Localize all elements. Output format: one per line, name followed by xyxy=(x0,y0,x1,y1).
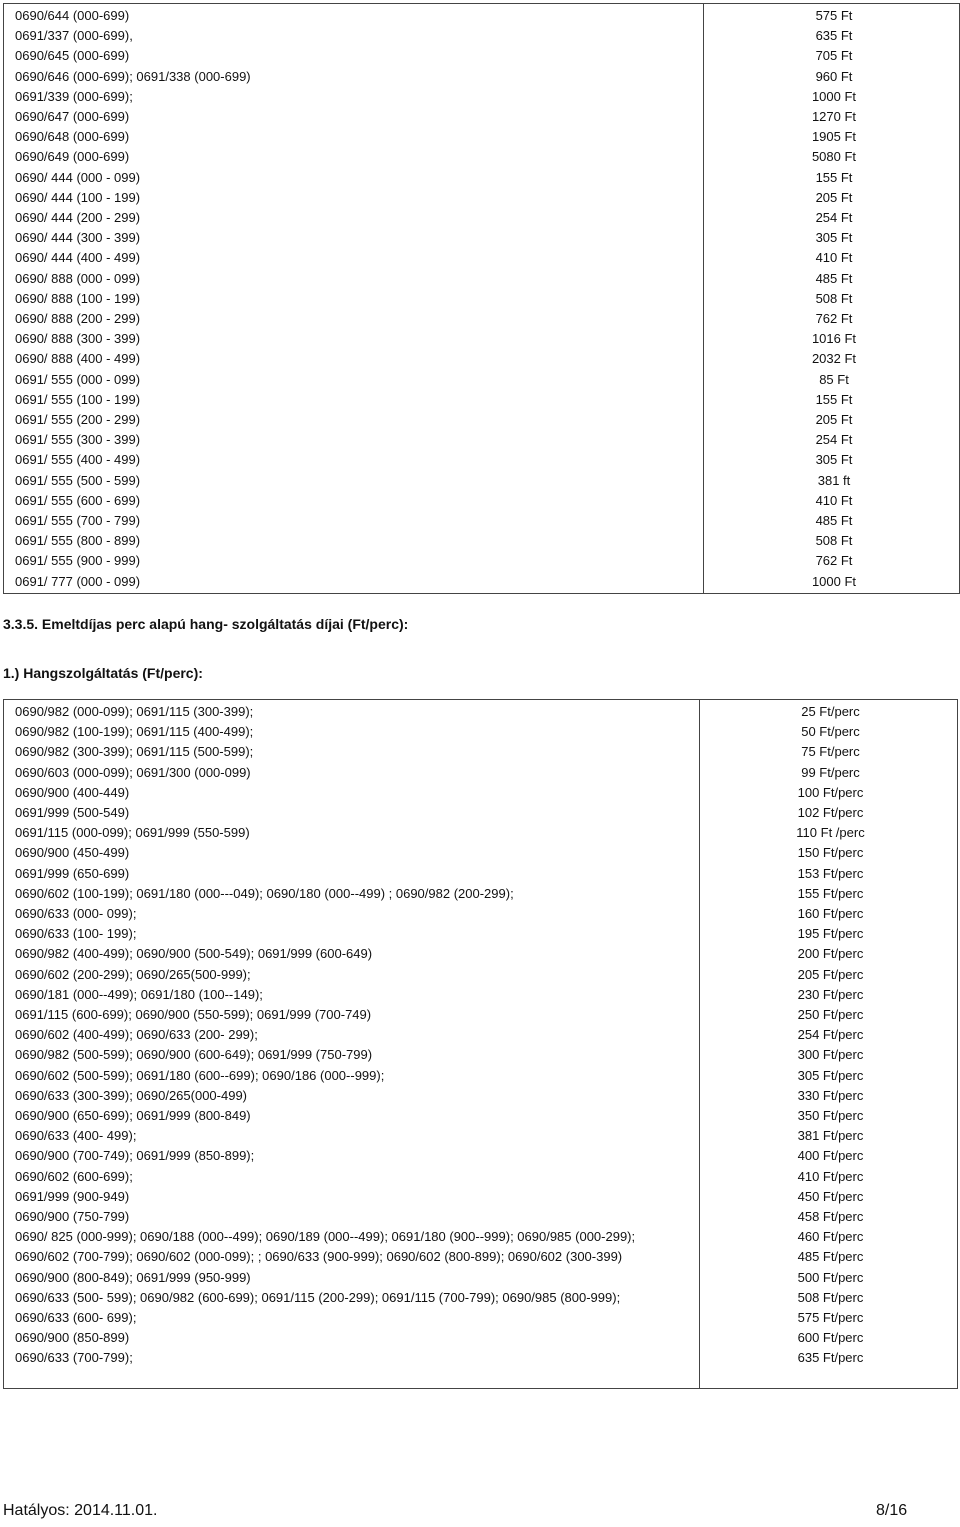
table-row xyxy=(4,67,959,87)
number-range: 0691/ 555 (200 - 299) xyxy=(15,412,141,427)
table-row xyxy=(4,390,959,410)
number-range: 0691/ 555 (300 - 399) xyxy=(15,432,141,448)
table-row xyxy=(4,803,957,823)
number-range: 0690/982 (500-599); 0690/900 (600-649); 0691/999 (750-799) xyxy=(15,1047,373,1063)
number-range: 0690/602 (600-699); xyxy=(15,1168,133,1184)
number-range: 0690/633 (600- 699); xyxy=(15,1310,137,1325)
table-row xyxy=(4,269,959,289)
price: 508 Ft/perc xyxy=(797,1289,864,1305)
page-number: 8/16 xyxy=(876,1502,908,1519)
table-row xyxy=(4,87,959,107)
number-range: 0690/ 444 (200 - 299) xyxy=(15,210,141,225)
number-range: 0691/ 555 (100 - 199) xyxy=(15,391,141,407)
table-row xyxy=(4,370,959,390)
number-range: 0691/999 (500-549) xyxy=(15,805,130,820)
table-row xyxy=(4,1247,957,1267)
price: 100 Ft/perc xyxy=(797,784,864,800)
table-row xyxy=(4,188,959,208)
table-row xyxy=(4,168,959,188)
table-row xyxy=(4,1126,957,1146)
number-range: 0691/ 555 (600 - 699) xyxy=(15,492,141,508)
effective-date: Hatályos: 2014.11.01. xyxy=(3,1502,158,1519)
table-row xyxy=(4,884,957,904)
table-row xyxy=(4,491,959,511)
table-row xyxy=(4,965,957,985)
price: 150 Ft/perc xyxy=(797,845,864,861)
table-row xyxy=(4,843,957,863)
number-range: 0690/645 (000-699) xyxy=(15,48,130,64)
price: 485 Ft/perc xyxy=(797,1249,864,1265)
number-range: 0690/602 (200-299); 0690/265(500-999); xyxy=(15,966,251,982)
price: 75 Ft/perc xyxy=(801,744,860,760)
price: 575 Ft xyxy=(815,8,853,23)
number-range: 0690/ 888 (000 - 099) xyxy=(15,270,141,286)
number-range: 0691/ 555 (000 - 099) xyxy=(15,371,141,387)
table-row xyxy=(4,551,959,571)
table-row xyxy=(4,309,959,329)
table-row xyxy=(4,944,957,964)
table-row xyxy=(4,1328,957,1348)
price: 410 Ft xyxy=(815,250,853,266)
price: 305 Ft/perc xyxy=(797,1067,864,1083)
table-row xyxy=(4,1005,957,1025)
price: 205 Ft xyxy=(815,189,853,205)
price: 460 Ft/perc xyxy=(797,1229,864,1245)
number-range: 0691/ 555 (400 - 499) xyxy=(15,452,141,468)
number-range: 0690/900 (850-899) xyxy=(15,1330,130,1346)
price: 195 Ft/perc xyxy=(797,926,864,942)
number-range: 0691/339 (000-699); xyxy=(15,88,133,104)
number-range: 0690/ 888 (200 - 299) xyxy=(15,311,141,326)
price: 458 Ft/perc xyxy=(797,1209,864,1224)
table-row xyxy=(4,1066,957,1086)
table-row xyxy=(4,349,959,369)
table-row xyxy=(4,46,959,66)
table-row xyxy=(4,864,957,884)
number-range: 0690/633 (100- 199); xyxy=(15,926,137,942)
number-range: 0690/982 (100-199); 0691/115 (400-499); xyxy=(15,724,254,740)
price: 508 Ft xyxy=(815,290,853,306)
number-range: 0690/ 444 (400 - 499) xyxy=(15,250,141,266)
number-range: 0690/900 (800-849); 0691/999 (950-999) xyxy=(15,1269,251,1285)
number-range: 0690/900 (450-499) xyxy=(15,845,130,861)
price: 1016 Ft xyxy=(811,331,857,347)
price: 350 Ft/perc xyxy=(797,1108,864,1123)
fee-table-2 xyxy=(3,699,958,1389)
table-row xyxy=(4,1348,957,1368)
number-range: 0690/633 (500- 599); 0690/982 (600-699); 0691/115 (200-299); 0691/115 (700-799); 0690/985 (800-999); xyxy=(15,1289,621,1305)
price: 1905 Ft xyxy=(811,129,857,145)
price: 254 Ft/perc xyxy=(797,1027,864,1043)
number-range: 0690/644 (000-699) xyxy=(15,8,130,23)
price: 575 Ft/perc xyxy=(797,1310,864,1325)
table-row xyxy=(4,1167,957,1187)
price: 305 Ft xyxy=(815,230,853,246)
table-row xyxy=(4,228,959,248)
number-range: 0691/ 555 (500 - 599) xyxy=(15,472,141,488)
number-range: 0690/900 (700-749); 0691/999 (850-899); xyxy=(15,1148,255,1164)
price: 635 Ft/perc xyxy=(797,1350,864,1366)
table-row xyxy=(4,1207,957,1227)
number-range: 0690/900 (750-799) xyxy=(15,1209,130,1224)
section-heading: 3.3.5. Emeltdíjas perc alapú hang- szolgáltatás díjai (Ft/perc): xyxy=(3,616,409,632)
table-row xyxy=(4,1308,957,1328)
number-range: 0690/ 888 (400 - 499) xyxy=(15,351,141,367)
price: 305 Ft xyxy=(815,452,853,468)
price: 254 Ft xyxy=(815,210,853,225)
price: 200 Ft/perc xyxy=(797,946,864,962)
number-range: 0691/115 (000-099); 0691/999 (550-599) xyxy=(15,825,250,841)
table-row xyxy=(4,924,957,944)
table-row xyxy=(4,127,959,147)
number-range: 0691/999 (900-949) xyxy=(15,1188,130,1204)
table-row xyxy=(4,531,959,551)
table-row xyxy=(4,783,957,803)
price: 762 Ft xyxy=(815,553,853,569)
number-range: 0691/115 (600-699); 0690/900 (550-599); 0691/999 (700-749) xyxy=(15,1007,372,1022)
number-range: 0690/900 (650-699); 0691/999 (800-849) xyxy=(15,1108,251,1123)
price: 254 Ft xyxy=(815,432,853,448)
price: 102 Ft/perc xyxy=(797,805,864,820)
price: 381 ft xyxy=(817,472,851,488)
number-range: 0691/999 (650-699) xyxy=(15,865,130,881)
price: 50 Ft/perc xyxy=(801,724,860,740)
price: 85 Ft xyxy=(819,371,849,387)
price: 153 Ft/perc xyxy=(797,865,864,881)
price: 300 Ft/perc xyxy=(797,1047,864,1063)
price: 400 Ft/perc xyxy=(797,1148,864,1164)
price: 500 Ft/perc xyxy=(797,1269,864,1285)
number-range: 0690/900 (400-449) xyxy=(15,784,130,800)
subheading: 1.) Hangszolgáltatás (Ft/perc): xyxy=(3,665,203,681)
table-row xyxy=(4,1227,957,1247)
price: 155 Ft xyxy=(815,391,853,407)
price: 410 Ft xyxy=(815,492,853,508)
price: 250 Ft/perc xyxy=(797,1007,864,1022)
price: 155 Ft xyxy=(815,169,853,185)
price: 1000 Ft xyxy=(811,88,857,104)
price: 5080 Ft xyxy=(811,149,857,165)
number-range: 0690/646 (000-699); 0691/338 (000-699) xyxy=(15,68,251,84)
price: 155 Ft/perc xyxy=(797,885,864,901)
number-range: 0690/633 (300-399); 0690/265(000-499) xyxy=(15,1087,248,1103)
price: 705 Ft xyxy=(815,48,853,64)
table-row xyxy=(4,742,957,762)
number-range: 0690/181 (000--499); 0691/180 (100--149); xyxy=(15,986,263,1002)
price: 230 Ft/perc xyxy=(797,986,864,1002)
price: 25 Ft/perc xyxy=(801,704,860,719)
number-range: 0690/633 (000- 099); xyxy=(15,906,137,921)
table-row xyxy=(4,1268,957,1288)
number-range: 0691/ 555 (700 - 799) xyxy=(15,513,141,528)
number-range: 0690/602 (100-199); 0691/180 (000---049); 0690/180 (000--499) ; 0690/982 (200-299); xyxy=(15,885,514,901)
table-row xyxy=(4,823,957,843)
number-range: 0691/ 555 (900 - 999) xyxy=(15,553,141,569)
number-range: 0690/633 (400- 499); xyxy=(15,1128,137,1144)
table-row xyxy=(4,1288,957,1308)
price: 381 Ft/perc xyxy=(797,1128,864,1144)
number-range: 0690/ 888 (100 - 199) xyxy=(15,290,141,306)
price: 960 Ft xyxy=(815,68,853,84)
number-range: 0690/ 444 (300 - 399) xyxy=(15,230,141,246)
number-range: 0690/603 (000-099); 0691/300 (000-099) xyxy=(15,764,251,780)
price: 99 Ft/perc xyxy=(801,764,860,780)
price: 450 Ft/perc xyxy=(797,1188,864,1204)
number-range: 0690/ 444 (000 - 099) xyxy=(15,169,141,185)
table-row xyxy=(4,511,959,531)
table-row xyxy=(4,722,957,742)
number-range: 0690/602 (400-499); 0690/633 (200- 299); xyxy=(15,1027,258,1043)
number-range: 0690/982 (400-499); 0690/900 (500-549); 0691/999 (600-649) xyxy=(15,946,373,962)
price: 205 Ft/perc xyxy=(797,966,864,982)
number-range: 0691/ 777 (000 - 099) xyxy=(15,573,141,589)
table-row xyxy=(4,248,959,268)
price: 110 Ft /perc xyxy=(796,825,865,841)
number-range: 0690/982 (300-399); 0691/115 (500-599); xyxy=(15,744,254,760)
table-row xyxy=(4,1106,957,1126)
table-row xyxy=(4,702,957,722)
table-row xyxy=(4,289,959,309)
price: 485 Ft xyxy=(815,513,853,528)
table-row xyxy=(4,26,959,46)
price: 2032 Ft xyxy=(811,351,857,367)
price: 205 Ft xyxy=(815,412,853,427)
number-range: 0690/649 (000-699) xyxy=(15,149,130,165)
price: 1000 Ft xyxy=(811,573,857,589)
table-row xyxy=(4,904,957,924)
number-range: 0691/ 555 (800 - 899) xyxy=(15,533,141,549)
number-range: 0690/647 (000-699) xyxy=(15,109,130,124)
price: 762 Ft xyxy=(815,311,853,326)
price: 330 Ft/perc xyxy=(797,1087,864,1103)
number-range: 0691/337 (000-699), xyxy=(15,28,133,44)
table-row xyxy=(4,107,959,127)
table-row xyxy=(4,471,959,491)
table-row xyxy=(4,208,959,228)
table-row xyxy=(4,450,959,470)
number-range: 0690/982 (000-099); 0691/115 (300-399); xyxy=(15,704,254,719)
number-range: 0690/602 (500-599); 0691/180 (600--699); 0690/186 (000--999); xyxy=(15,1067,385,1083)
price: 410 Ft/perc xyxy=(797,1168,864,1184)
table-row xyxy=(4,1045,957,1065)
table-row xyxy=(4,1187,957,1207)
table-row xyxy=(4,410,959,430)
price: 508 Ft xyxy=(815,533,853,549)
table-row xyxy=(4,763,957,783)
number-range: 0690/648 (000-699) xyxy=(15,129,130,145)
price: 485 Ft xyxy=(815,270,853,286)
table-row xyxy=(4,1025,957,1045)
table-row xyxy=(4,985,957,1005)
number-range: 0690/ 825 (000-999); 0690/188 (000--499); 0690/189 (000--499); 0691/180 (900--999); 0690/985 (000-299); xyxy=(15,1229,636,1245)
number-range: 0690/633 (700-799); xyxy=(15,1350,133,1366)
table-row xyxy=(4,6,959,26)
table-row xyxy=(4,1146,957,1166)
table-row xyxy=(4,430,959,450)
fee-table-1 xyxy=(3,3,960,594)
price: 1270 Ft xyxy=(811,109,857,124)
table-row xyxy=(4,1086,957,1106)
number-range: 0690/ 888 (300 - 399) xyxy=(15,331,141,347)
table-row xyxy=(4,329,959,349)
table-row xyxy=(4,147,959,167)
price: 635 Ft xyxy=(815,28,853,44)
number-range: 0690/602 (700-799); 0690/602 (000-099); ; 0690/633 (900-999); 0690/602 (800-899); 0690/602 (300-399) xyxy=(15,1249,623,1265)
price: 160 Ft/perc xyxy=(797,906,864,921)
price: 600 Ft/perc xyxy=(797,1330,864,1346)
table-row xyxy=(4,572,959,592)
number-range: 0690/ 444 (100 - 199) xyxy=(15,189,141,205)
